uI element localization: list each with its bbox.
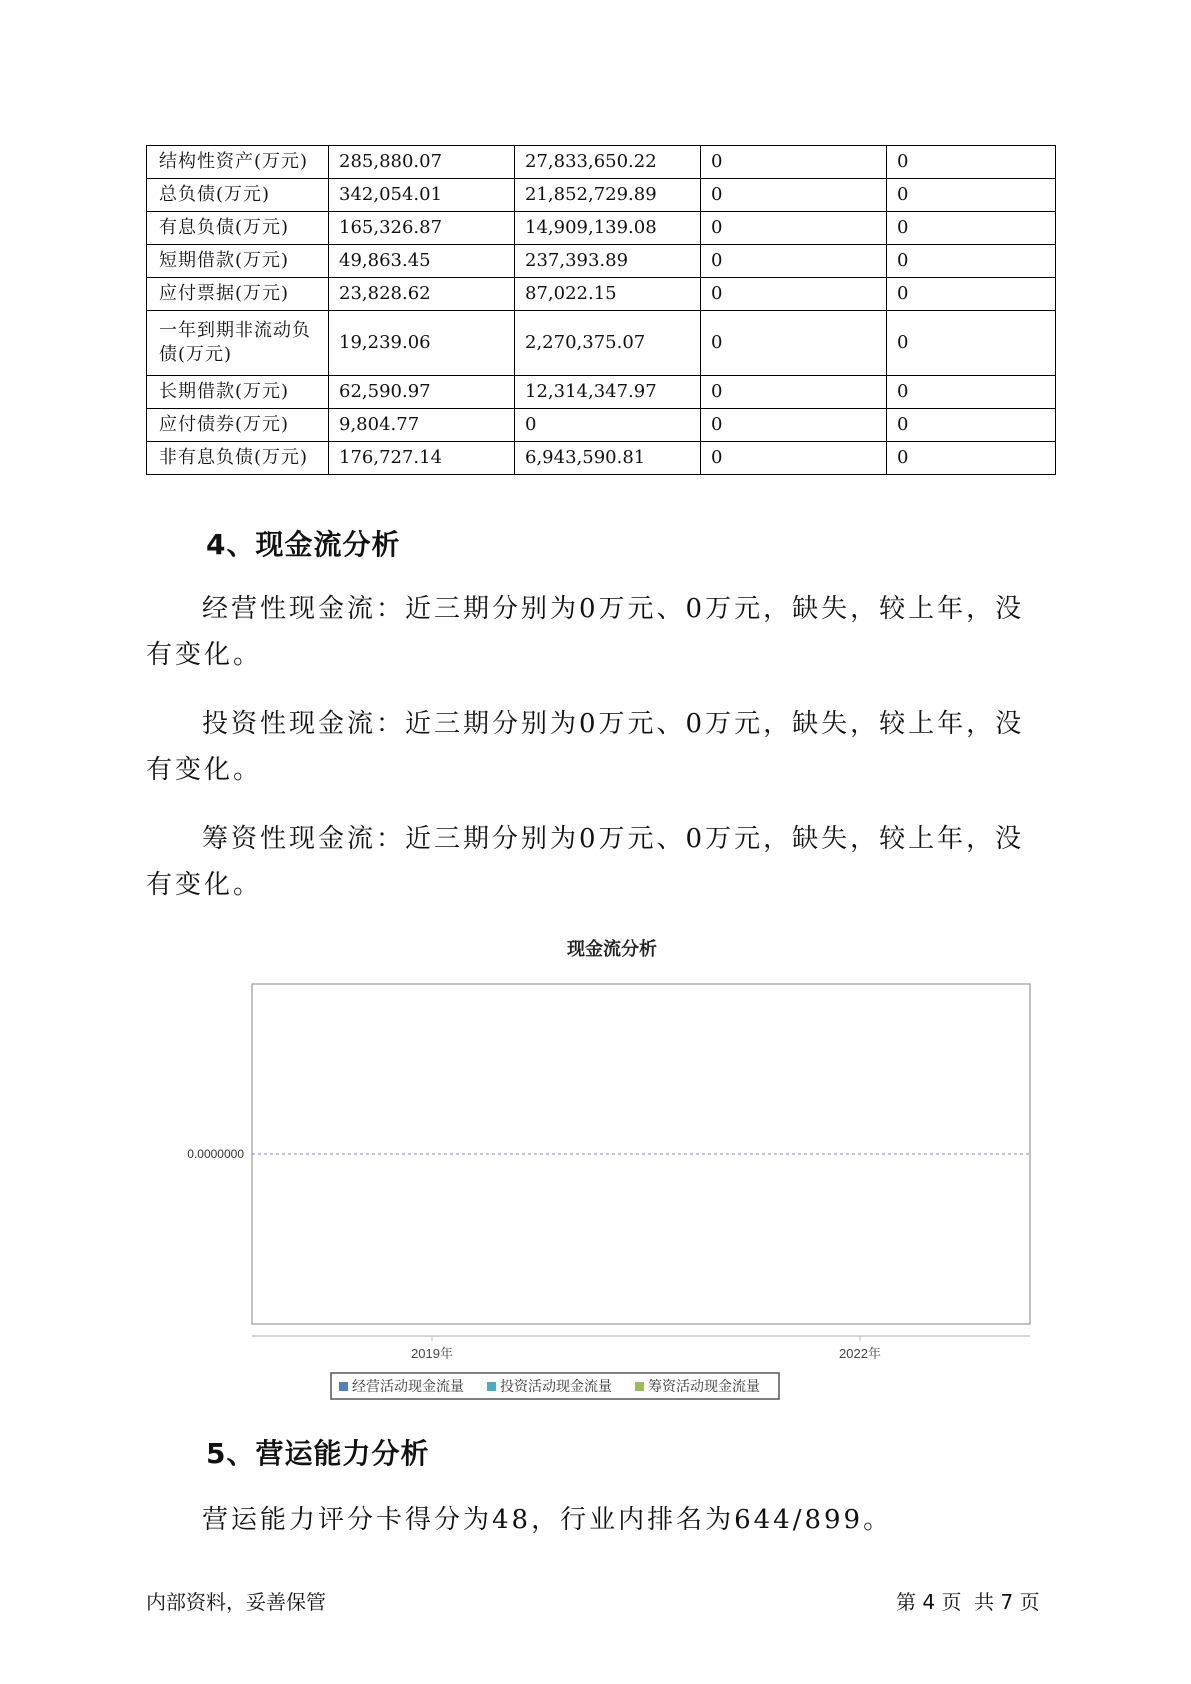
table-row: [147, 311, 1056, 376]
table-cell: 0: [887, 245, 1056, 278]
table-cell: 0: [701, 278, 887, 311]
legend-swatch: [339, 1382, 348, 1391]
table-cell: 0: [887, 376, 1056, 409]
row-label: 短期借款(万元): [147, 245, 329, 278]
table-cell: 9,804.77: [329, 409, 515, 442]
footer-page-number: 第 4 页 共 7 页: [896, 1590, 1040, 1614]
table-cell: 0: [701, 376, 887, 409]
table-cell: 49,863.45: [329, 245, 515, 278]
cash-flow-chart: [140, 910, 1060, 1400]
table-row: [147, 278, 1056, 311]
table-cell: 12,314,347.97: [515, 376, 701, 409]
table-row: [147, 146, 1056, 179]
row-label: 结构性资产(万元): [147, 146, 329, 179]
table-cell: 23,828.62: [329, 278, 515, 311]
table-row: [147, 179, 1056, 212]
row-label: 应付债券(万元): [147, 409, 329, 442]
table-cell: 27,833,650.22: [515, 146, 701, 179]
table-cell: 87,022.15: [515, 278, 701, 311]
table-cell: 19,239.06: [329, 311, 515, 376]
paragraph-operating-capability: 营运能力评分卡得分为48，行业内排名为644/899。: [202, 1505, 893, 1535]
table-cell: 21,852,729.89: [515, 179, 701, 212]
table-cell: 285,880.07: [329, 146, 515, 179]
y-tick-label: 0.0000000: [187, 1147, 244, 1161]
table-cell: 237,393.89: [515, 245, 701, 278]
row-label: 总负债(万元): [147, 179, 329, 212]
table-cell: 176,727.14: [329, 442, 515, 475]
legend-swatch: [487, 1382, 496, 1391]
table-cell: 62,590.97: [329, 376, 515, 409]
table-cell: 14,909,139.08: [515, 212, 701, 245]
row-label: 应付票据(万元): [147, 278, 329, 311]
legend-swatch: [635, 1382, 644, 1391]
row-label: 一年到期非流动负债(万元): [147, 311, 329, 376]
footer-confidential-note: 内部资料，妥善保管: [146, 1590, 326, 1614]
table-cell: 0: [887, 278, 1056, 311]
table-cell: 0: [887, 409, 1056, 442]
row-label: 非有息负债(万元): [147, 442, 329, 475]
table-cell: 0: [701, 311, 887, 376]
row-label: 有息负债(万元): [147, 212, 329, 245]
table-row: [147, 212, 1056, 245]
row-label: 长期借款(万元): [147, 376, 329, 409]
paragraph-operating-cash-flow: 经营性现金流：近三期分别为0万元、0万元，缺失，较上年，没有变化。: [146, 594, 1025, 670]
table-cell: 6,943,590.81: [515, 442, 701, 475]
legend-label: 筹资活动现金流量: [648, 1378, 760, 1394]
table-row: [147, 442, 1056, 475]
table-cell: 165,326.87: [329, 212, 515, 245]
table-cell: 0: [701, 146, 887, 179]
table-row: [147, 376, 1056, 409]
paragraph-investing-cash-flow: 投资性现金流：近三期分别为0万元、0万元，缺失，较上年，没有变化。: [146, 709, 1025, 785]
x-tick-label: 2022年: [839, 1346, 881, 1361]
table-cell: 0: [701, 442, 887, 475]
financial-table: [146, 145, 1056, 475]
legend-label: 投资活动现金流量: [500, 1378, 612, 1394]
table-row: [147, 245, 1056, 278]
table-cell: 2,270,375.07: [515, 311, 701, 376]
table-cell: 342,054.01: [329, 179, 515, 212]
legend-label: 经营活动现金流量: [352, 1378, 464, 1394]
table-cell: 0: [515, 409, 701, 442]
section-heading-cash-flow: 4、现金流分析: [206, 528, 401, 561]
chart-title: 现金流分析: [567, 939, 657, 959]
table-cell: 0: [887, 442, 1056, 475]
x-tick-label: 2019年: [411, 1346, 453, 1361]
table-cell: 0: [887, 212, 1056, 245]
table-cell: 0: [701, 409, 887, 442]
table-cell: 0: [701, 245, 887, 278]
table-cell: 0: [887, 146, 1056, 179]
table-cell: 0: [701, 179, 887, 212]
section-heading-operating-capability: 5、营运能力分析: [206, 1437, 430, 1470]
table-cell: 0: [887, 311, 1056, 376]
table-cell: 0: [701, 212, 887, 245]
table-cell: 0: [887, 179, 1056, 212]
paragraph-financing-cash-flow: 筹资性现金流：近三期分别为0万元、0万元，缺失，较上年，没有变化。: [146, 824, 1025, 900]
table-row: [147, 409, 1056, 442]
chart-legend: [331, 1373, 779, 1399]
